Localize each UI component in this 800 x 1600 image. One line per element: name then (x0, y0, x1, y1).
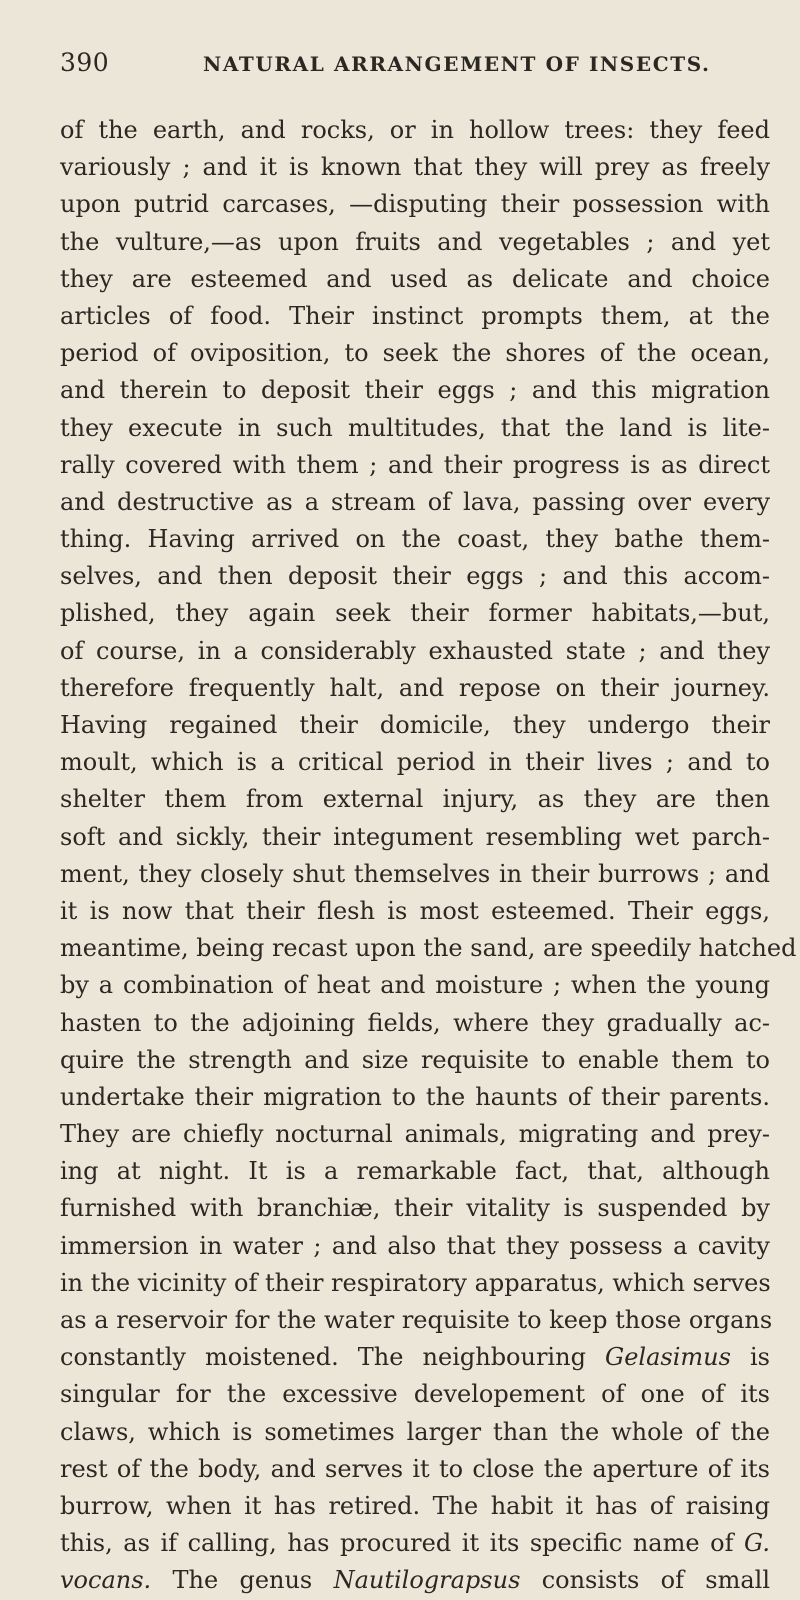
text-line: plished, they again seek their former habitats,—but, (60, 599, 770, 628)
text-line: soft and sickly, their integument resembling wet parch- (60, 822, 770, 851)
species-abbrev: G. (744, 1529, 770, 1558)
text-line: they execute in such multitudes, that the land is lite- (60, 413, 770, 442)
text-line: period of oviposition, to seek the shores of the ocean, (60, 339, 770, 368)
text-line: they are esteemed and used as delicate and choice (60, 264, 770, 293)
text-line: therefore frequently halt, and repose on their journey. (60, 673, 770, 702)
text-line: ment, they closely shut themselves in their burrows ; and (60, 859, 770, 888)
text-line-end: consists of small (541, 1566, 770, 1595)
text-line: rest of the body, and serves it to close the aperture of its (60, 1454, 770, 1483)
body-text (60, 112, 797, 1600)
running-head (60, 48, 770, 84)
text-line-end: is (749, 1343, 770, 1372)
species-name-vocans: vocans. (60, 1566, 152, 1595)
text-line: shelter them from external injury, as they are then (60, 785, 770, 814)
text-line: They are chiefly nocturnal animals, migrating and prey- (60, 1120, 770, 1149)
text-line: furnished with branchiæ, their vitality is suspended by (60, 1194, 770, 1223)
running-title: NATURAL ARRANGEMENT OF INSECTS. (203, 52, 711, 76)
text-line-start: this, as if calling, has procured it its specific name of (60, 1529, 734, 1558)
text-line (60, 1339, 770, 1376)
text-line: as a reservoir for the water requisite to keep those organs (60, 1306, 773, 1334)
text-line: singular for the excessive developement of one of its (60, 1380, 770, 1409)
text-line: the vulture,—as upon fruits and vegetables ; and yet (60, 227, 770, 256)
text-line: quire the strength and size requisite to enable them to (60, 1045, 770, 1074)
text-line: it is now that their flesh is most esteemed. Their eggs, (60, 896, 770, 925)
text-line: upon putrid carcases, —disputing their possession with (60, 190, 770, 219)
text-line: of the earth, and rocks, or in hollow trees: they feed (60, 116, 770, 144)
text-line: rally covered with them ; and their progress is as direct (60, 450, 770, 479)
text-line: meantime, being recast upon the sand, are speedily hatched (60, 934, 797, 963)
genus-name-nautilograpsus: Nautilograpsus (333, 1566, 521, 1595)
genus-name-gelasimus: Gelasimus (605, 1343, 731, 1372)
text-line: articles of food. Their instinct prompts them, at the (60, 301, 770, 330)
text-line: variously ; and it is known that they will prey as freely (60, 153, 770, 182)
text-line: ing at night. It is a remarkable fact, that, although (60, 1157, 770, 1186)
text-line-mid: The genus (172, 1566, 313, 1595)
text-line: Having regained their domicile, they undergo their (60, 711, 770, 739)
text-line: of course, in a considerably exhausted state ; and they (60, 636, 770, 665)
text-line: and destructive as a stream of lava, passing over every (60, 487, 770, 516)
text-line (60, 1525, 770, 1562)
text-line: moult, which is a critical period in their lives ; and to (60, 748, 770, 777)
text-line: and therein to deposit their eggs ; and this migration (60, 376, 770, 405)
text-line (60, 1562, 770, 1599)
text-line: undertake their migration to the haunts of their parents. (60, 1082, 770, 1111)
page-number: 390 (60, 48, 110, 77)
text-line: selves, and then deposit their eggs ; and this accom- (60, 562, 770, 591)
text-line: in the vicinity of their respiratory apparatus, which serves (60, 1268, 771, 1297)
text-line: thing. Having arrived on the coast, they bathe them- (60, 525, 770, 554)
text-line: hasten to the adjoining fields, where they gradually ac- (60, 1008, 770, 1037)
text-line: by a combination of heat and moisture ; when the young (60, 971, 770, 1000)
text-line-start: constantly moistened. The neighbouring (60, 1343, 586, 1372)
text-line: claws, which is sometimes larger than the whole of the (60, 1417, 770, 1446)
text-line: immersion in water ; and also that they possess a cavity (60, 1231, 770, 1260)
text-line: burrow, when it has retired. The habit it has of raising (60, 1491, 770, 1520)
